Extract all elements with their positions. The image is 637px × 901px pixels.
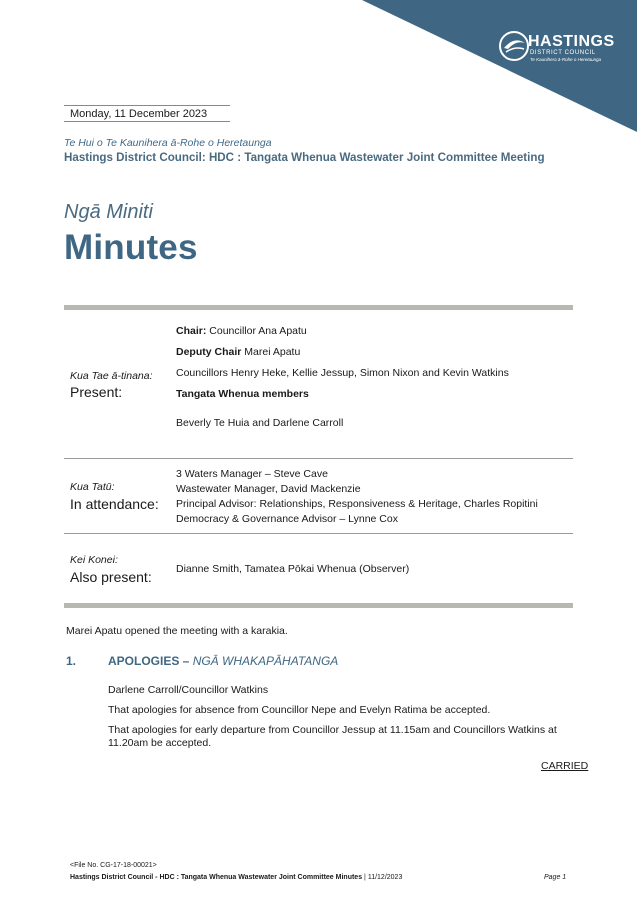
- logo-subtitle: DISTRICT COUNCIL: [530, 50, 596, 56]
- section-number: 1.: [66, 654, 77, 668]
- logo-tagline: Te Kaunihera ā-Rohe o Heretaunga: [530, 57, 602, 62]
- deputy-chair-name: Marei Apatu: [244, 346, 301, 358]
- chair-name: Councillor Ana Apatu: [209, 325, 307, 337]
- attendance-label: In attendance:: [70, 496, 159, 512]
- carried-label: CARRIED: [541, 760, 589, 772]
- meeting-date: Monday, 11 December 2023: [64, 105, 230, 122]
- section-title: APOLOGIES –: [108, 654, 190, 668]
- tangata-whenua-members: Beverly Te Huia and Darlene Carroll: [176, 417, 344, 429]
- deputy-chair-line: [176, 346, 300, 359]
- also-present-label: Also present:: [70, 569, 152, 585]
- mover-seconder: Darlene Carroll/Councillor Watkins: [108, 684, 269, 696]
- attendance-item: Democracy & Governance Advisor – Lynne Cox: [176, 513, 398, 525]
- attendance-item: Principal Advisor: Relationships, Responsiveness & Heritage, Charles Ropitini: [176, 498, 538, 510]
- page-number: Page 1: [544, 874, 567, 881]
- present-label-maori: Kua Tae ā-tinana:: [70, 370, 153, 382]
- councillors-line: Councillors Henry Heke, Kellie Jessup, Simon Nixon and Kevin Watkins: [176, 367, 509, 379]
- resolution-paragraph: That apologies for absence from Councillor Nepe and Evelyn Ratima be accepted.: [108, 704, 491, 716]
- file-number: <File No. CG-17-18-00021>: [70, 862, 157, 869]
- also-present-label-maori: Kei Konei:: [70, 554, 118, 566]
- meeting-title: Hastings District Council: HDC : Tangata Whenua Wastewater Joint Committee Meeting: [64, 151, 545, 164]
- footer-title: [70, 874, 402, 881]
- footer-doc-title: Hastings District Council - HDC : Tangata Whenua Wastewater Joint Committee Minutes: [70, 874, 363, 881]
- hastings-logo-icon: [498, 30, 530, 62]
- logo-name: HASTINGS: [528, 33, 615, 50]
- attendance-item: 3 Waters Manager – Steve Cave: [176, 468, 328, 480]
- present-label: Present:: [70, 384, 123, 400]
- table-divider: [64, 458, 573, 459]
- chair-label: Chair:: [176, 325, 207, 337]
- also-present-text: Dianne Smith, Tamatea Pōkai Whenua (Observer): [176, 563, 410, 575]
- table-top-rule: [64, 305, 573, 310]
- table-bottom-rule: [64, 603, 573, 608]
- heading-maori: Ngā Miniti: [64, 201, 153, 223]
- footer-separator: |: [364, 874, 366, 881]
- council-maori-name: Te Hui o Te Kaunihera ā-Rohe o Heretaunga: [64, 137, 272, 149]
- opening-statement: Marei Apatu opened the meeting with a karakia.: [66, 625, 288, 637]
- deputy-chair-label: Deputy Chair: [176, 346, 242, 358]
- attendance-label-maori: Kua Tatū:: [70, 481, 115, 493]
- section-heading: [108, 654, 338, 668]
- section-title-maori: NGĀ WHAKAPĀHATANGA: [192, 654, 339, 668]
- chair-line: [176, 325, 307, 338]
- council-logo: [528, 34, 615, 63]
- footer-date: 11/12/2023: [367, 874, 403, 881]
- attendance-item: Wastewater Manager, David Mackenzie: [176, 483, 361, 495]
- resolution-paragraph: That apologies for early departure from Councillor Jessup at 11.15am and Councillors Watkins at 11.20am be accepted.: [108, 724, 557, 749]
- table-divider: [64, 533, 573, 534]
- page-title: Minutes: [64, 228, 198, 267]
- tangata-whenua-heading: Tangata Whenua members: [176, 388, 309, 400]
